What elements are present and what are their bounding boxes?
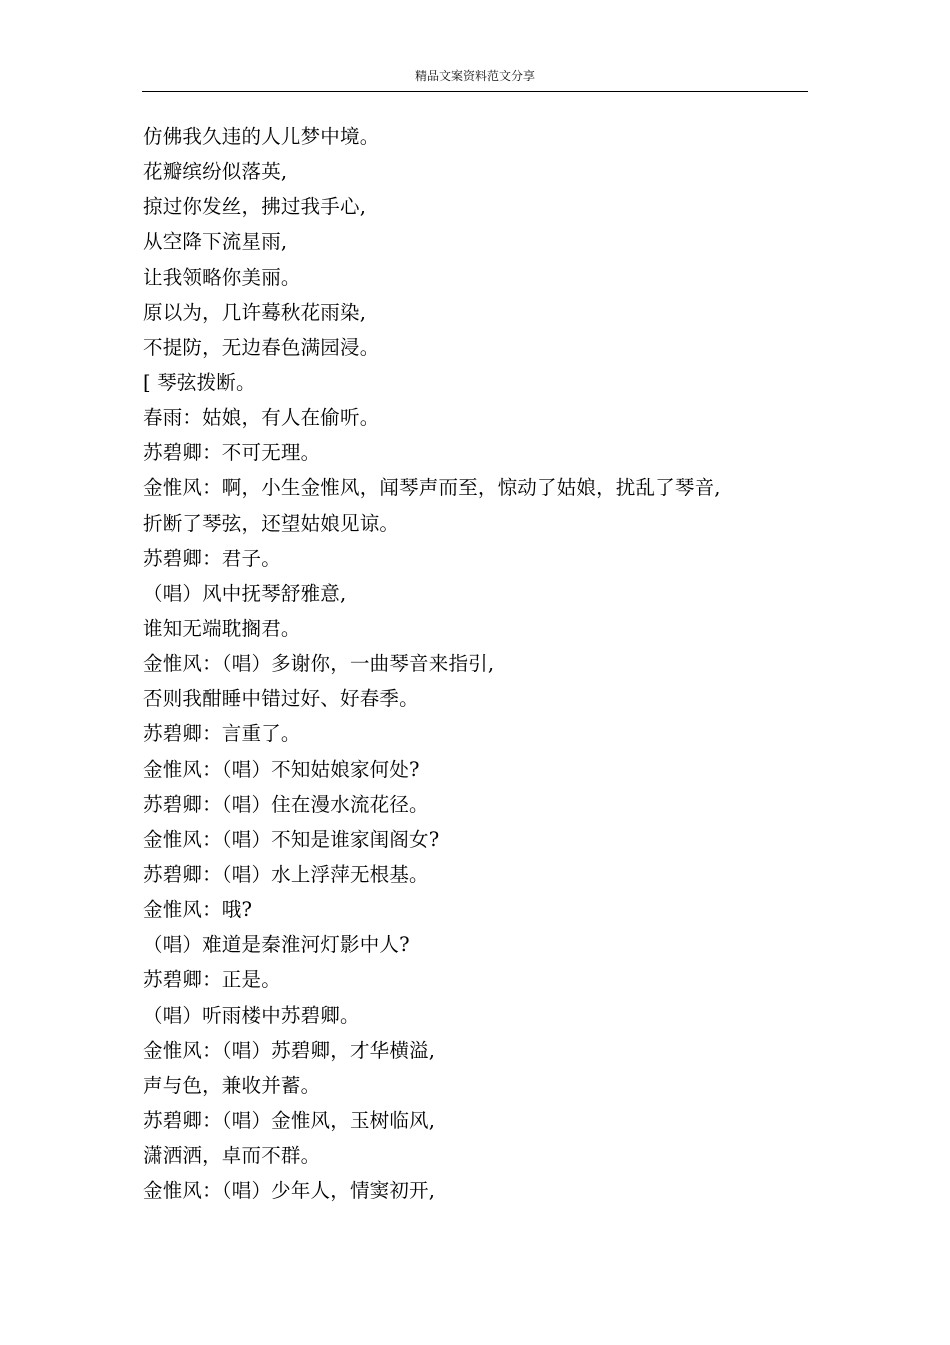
text-line: 原以为，几许蓦秋花雨染,	[143, 300, 367, 324]
text-line: 金惟风：（唱）不知是谁家闺阁女?	[143, 827, 440, 851]
text-line: 苏碧卿：言重了。	[143, 722, 301, 746]
text-line: 花瓣缤纷似落英,	[143, 160, 288, 184]
text-line: 苏碧卿：（唱）水上浮萍无根基。	[143, 862, 429, 886]
text-line: 金惟风：（唱）不知姑娘家何处?	[143, 757, 420, 781]
text-line: 苏碧卿：正是。	[143, 968, 281, 992]
text-line: 苏碧卿：（唱）金惟风，玉树临风,	[143, 1108, 436, 1132]
text-line: 金惟风：（唱）多谢你，一曲琴音来指引,	[143, 652, 495, 676]
text-line: 仿佛我久违的人儿梦中境。	[143, 125, 380, 148]
page-header	[142, 62, 808, 92]
text-line: （唱）风中抚琴舒雅意,	[143, 581, 347, 605]
text-line: 春雨：姑娘，有人在偷听。	[143, 406, 380, 430]
text-line: 苏碧卿：不可无理。	[143, 441, 321, 465]
text-line: 金惟风：（唱）少年人，情窦初开,	[143, 1179, 436, 1203]
text-line: 金惟风：哦?	[143, 898, 253, 922]
text-line: 从空降下流星雨,	[143, 230, 288, 254]
document-body	[143, 119, 803, 1208]
text-line: （唱）难道是秦淮河灯影中人?	[143, 933, 410, 957]
text-line: 金惟风：（唱）苏碧卿，才华横溢,	[143, 1038, 436, 1062]
text-line: 声与色，兼收并蓄。	[143, 1073, 321, 1097]
text-line: 让我领略你美丽。	[143, 265, 301, 289]
text-line: 苏碧卿：君子。	[143, 546, 281, 570]
text-line: 不提防，无边春色满园浸。	[143, 335, 380, 359]
text-line: 否则我酣睡中错过好、好春季。	[143, 687, 419, 711]
text-line: 折断了琴弦，还望姑娘见谅。	[143, 511, 400, 535]
text-line: 金惟风：啊，小生金惟风，闻琴声而至，惊动了姑娘，扰乱了琴音,	[143, 476, 721, 500]
text-line: 掠过你发丝，拂过我手心,	[143, 195, 367, 219]
text-line: 谁知无端耽搁君。	[143, 616, 301, 640]
text-line: （唱）听雨楼中苏碧卿。	[143, 1003, 360, 1027]
header-title: 精品文案资料范文分享	[414, 69, 535, 83]
stage-direction: [ 琴弦拨断。	[143, 370, 256, 394]
text-line: 潇洒洒，卓而不群。	[143, 1144, 321, 1168]
text-line: 苏碧卿：（唱）住在漫水流花径。	[143, 792, 429, 816]
